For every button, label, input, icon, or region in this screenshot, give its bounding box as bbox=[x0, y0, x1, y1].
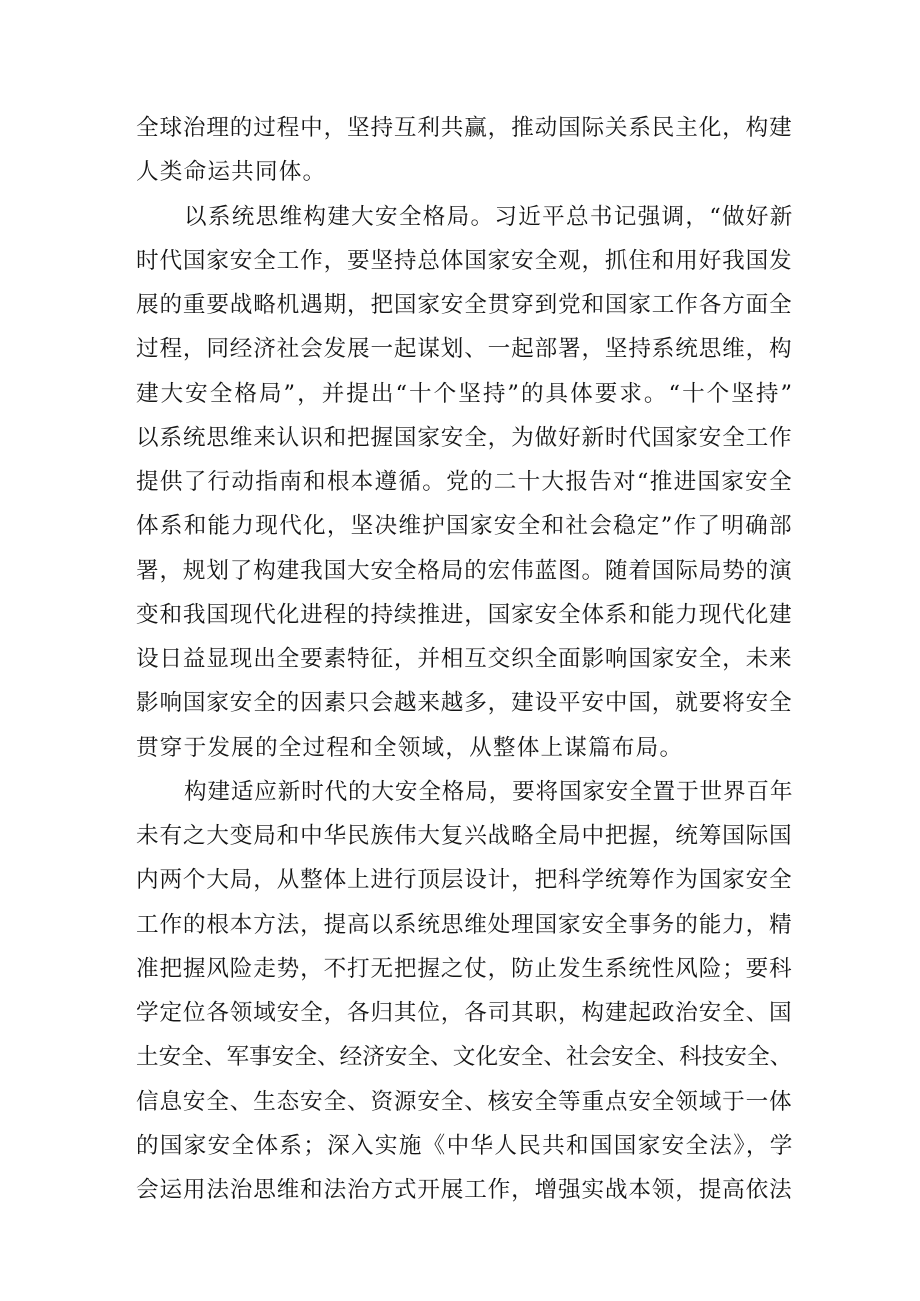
text-line: 展的重要战略机遇期，把国家安全贯穿到党和国家工作各方面全 bbox=[136, 292, 793, 318]
text-line: 过程，同经济社会发展一起谋划、一起部署，坚持系统思维，构 bbox=[136, 336, 793, 363]
text-line: 以系统思维来认识和把握国家安全，为做好新时代国家安全工作 bbox=[136, 424, 793, 451]
text-line: 学定位各领域安全，各归其位，各司其职，构建起政治安全、国 bbox=[136, 1000, 793, 1026]
text-line: 会运用法治思维和法治方式开展工作，增强实战本领，提高依法 bbox=[136, 1177, 793, 1203]
text-line: 全球治理的过程中，坚持互利共赢，推动国际关系民主化，构建 bbox=[136, 115, 793, 141]
paragraph-start-line: 构建适应新时代的大安全格局，要将国家安全置于世界百年 bbox=[184, 778, 794, 805]
text-line: 工作的根本方法，提高以系统思维处理国家安全事务的能力，精 bbox=[136, 911, 793, 938]
text-line: 未有之大变局和中华民族伟大复兴战略全局中把握，统筹国际国 bbox=[136, 823, 793, 849]
text-line: 土安全、军事安全、经济安全、文化安全、社会安全、科技安全、 bbox=[136, 1044, 793, 1071]
text-line: 变和我国现代化进程的持续推进，国家安全体系和能力现代化建 bbox=[136, 601, 793, 628]
text-line: 的国家安全体系；深入实施《中华人民共和国国家安全法》，学 bbox=[136, 1132, 794, 1159]
text-line: 人类命运共同体。 bbox=[136, 159, 327, 186]
text-line: 署，规划了构建我国大安全格局的宏伟蓝图。随着国际局势的演 bbox=[136, 557, 793, 584]
text-line: 信息安全、生态安全、资源安全、核安全等重点安全领域于一体 bbox=[136, 1088, 793, 1115]
text-line: 设日益显现出全要素特征，并相互交织全面影响国家安全，未来 bbox=[136, 646, 793, 672]
text-line: 影响国家安全的因素只会越来越多，建设平安中国，就要将安全 bbox=[136, 690, 793, 717]
text-line: 时代国家安全工作，要坚持总体国家安全观，抓住和用好我国发 bbox=[136, 247, 793, 274]
text-line: 准把握风险走势，不打无把握之仗，防止发生系统性风险；要科 bbox=[136, 955, 793, 982]
text-line: 贯穿于发展的全过程和全领域，从整体上谋篇布局。 bbox=[136, 734, 684, 761]
text-line: 体系和能力现代化，坚决维护国家安全和社会稳定”作了明确部 bbox=[136, 513, 793, 540]
text-line: 内两个大局，从整体上进行顶层设计，把科学统筹作为国家安全 bbox=[136, 867, 793, 894]
paragraph-start-line: 以系统思维构建大安全格局。习近平总书记强调，“做好新 bbox=[184, 203, 794, 230]
text-line: 建大安全格局”，并提出“十个坚持”的具体要求。“十个坚持” bbox=[136, 380, 795, 407]
text-line: 提供了行动指南和根本遵循。党的二十大报告对“推进国家安全 bbox=[136, 469, 793, 495]
